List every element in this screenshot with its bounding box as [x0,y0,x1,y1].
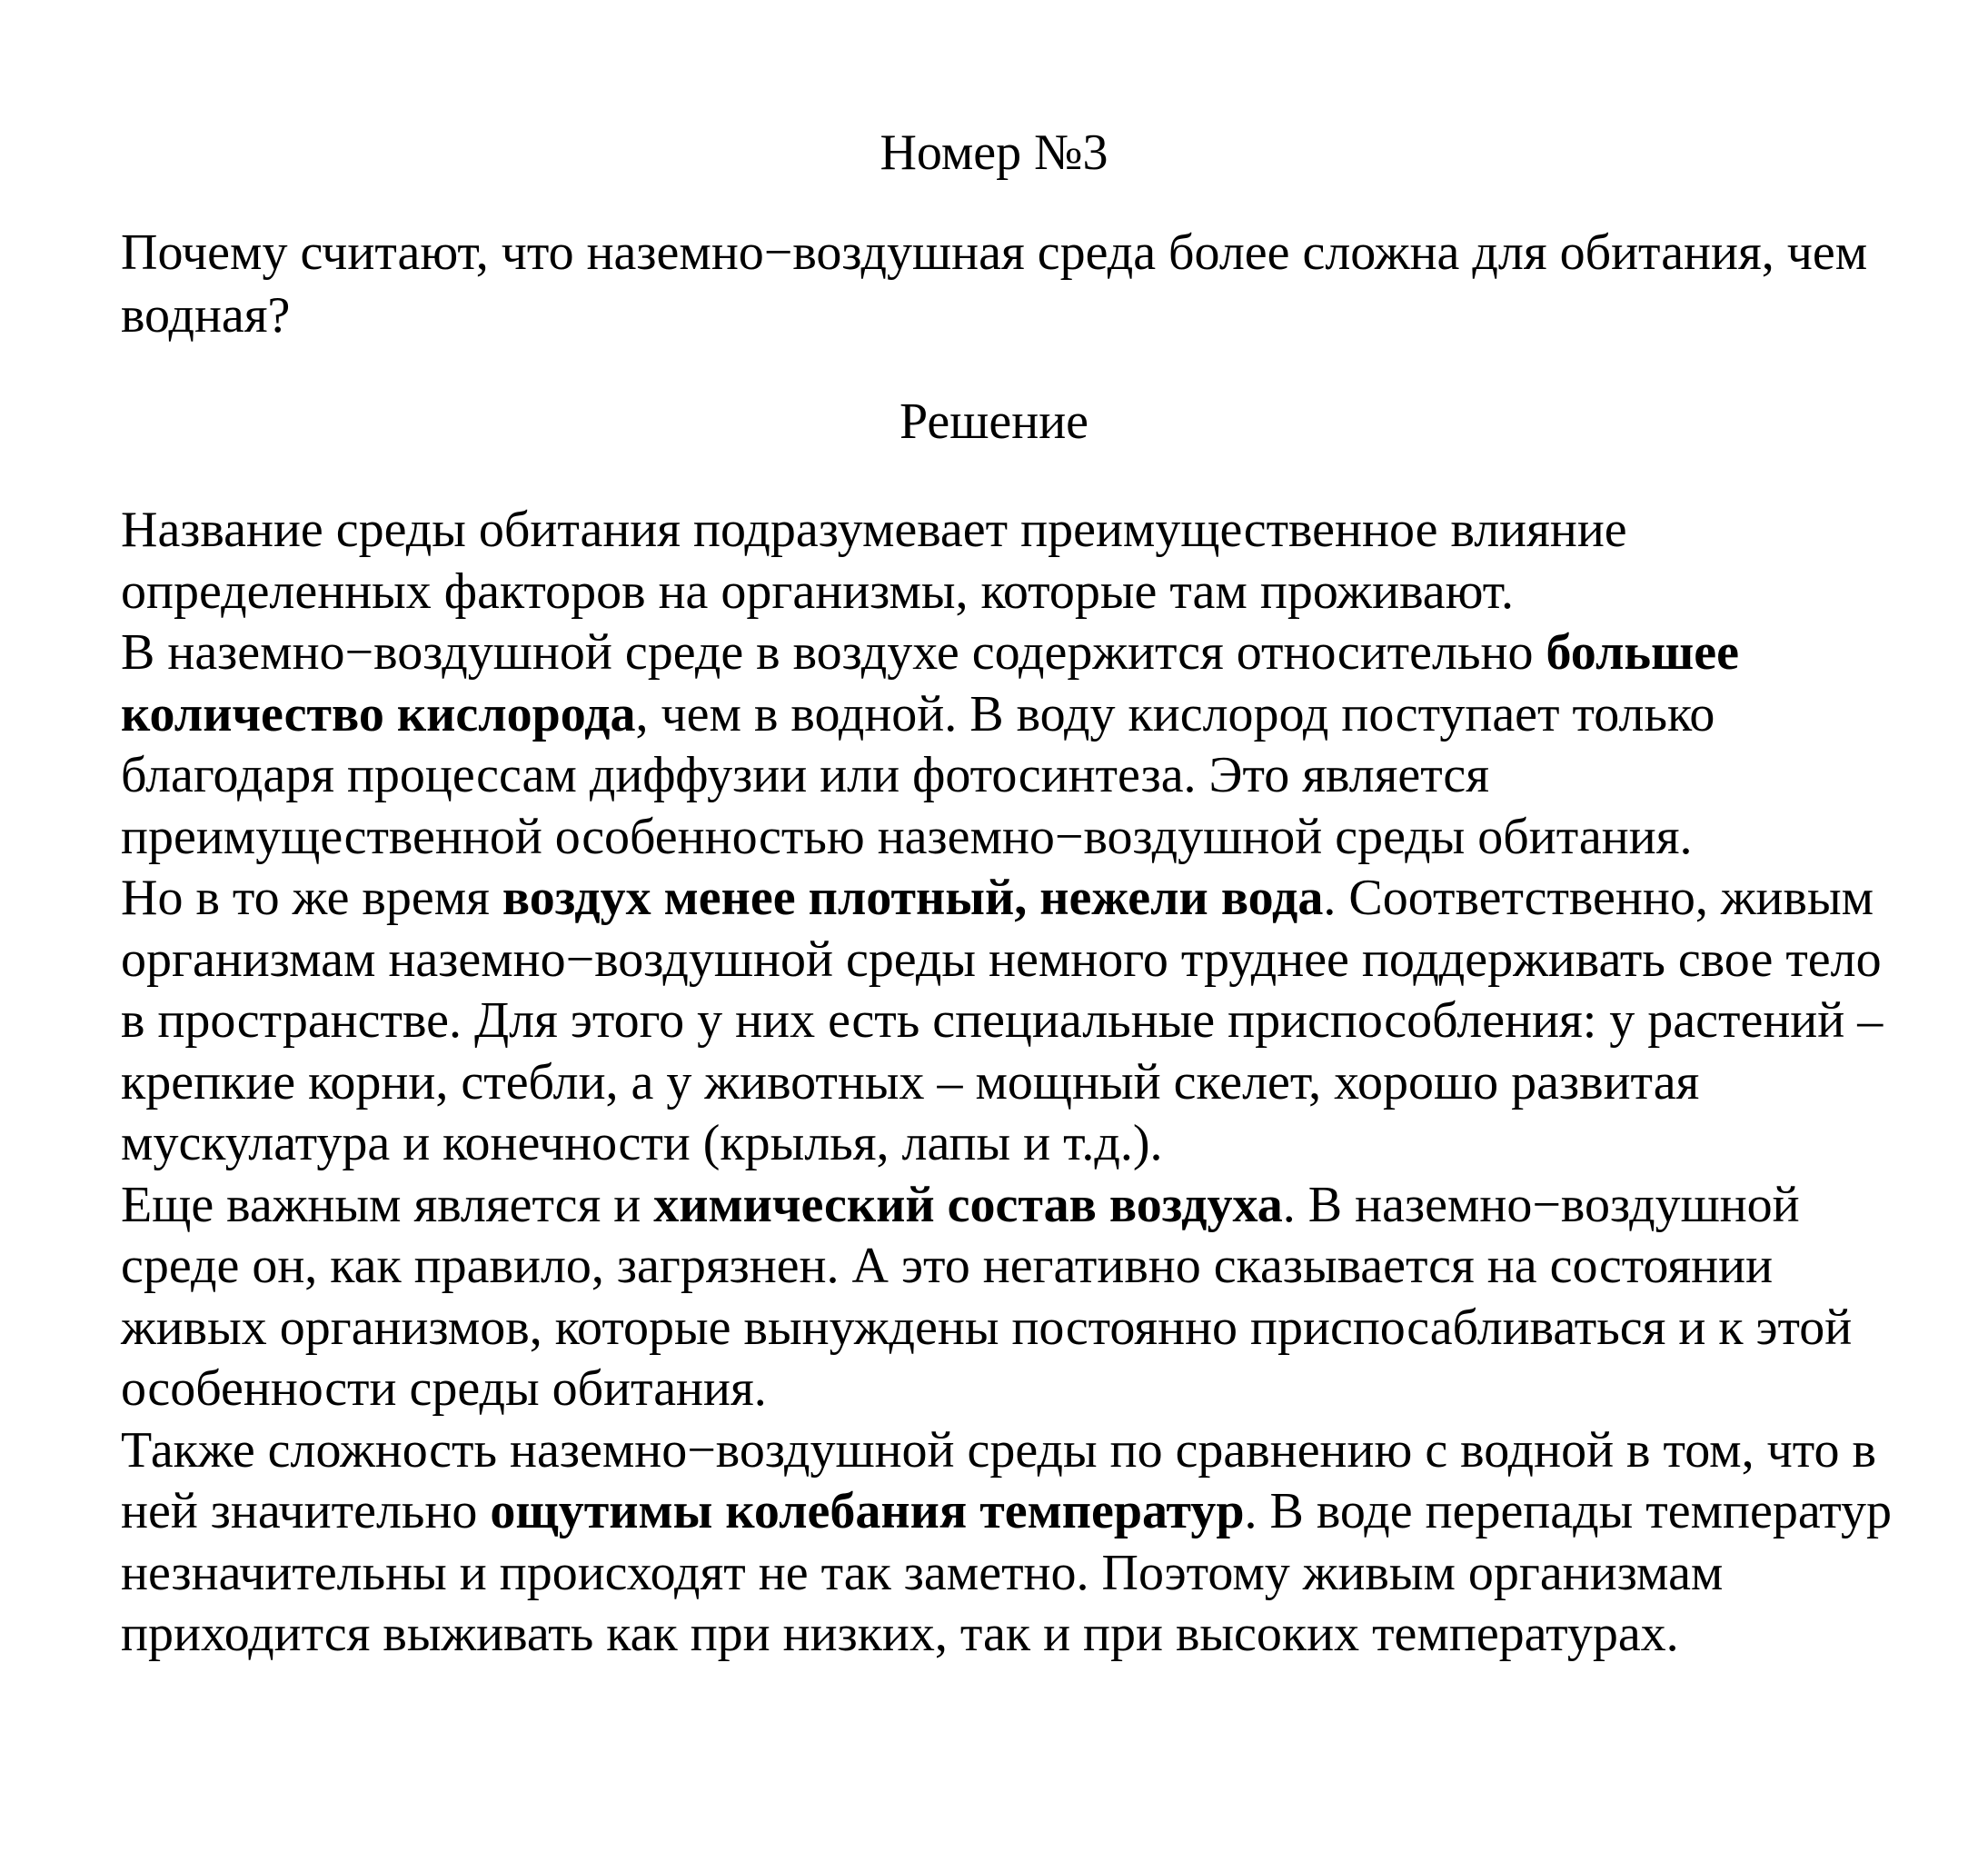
emphasis-text: воздух менее плотный, нежели вода [502,870,1324,926]
paragraph-text: Но в то же время [121,870,502,926]
paragraph-text: . В воде перепады температур незначительны и происходят не так заметно. Поэтому живым организмам приходится выживать как при низких, так и при высоких температурах. [121,1483,1892,1662]
solution-paragraph [121,1420,1902,1666]
emphasis-text: ощутимы колебания температур [490,1483,1245,1539]
solution-body [121,500,1902,1666]
question-text: Почему считают, что наземно−воздушная среда более сложна для обитания, чем водная? [121,224,1868,344]
solution-paragraph [121,622,1902,868]
page-title: Номер №3 [880,124,1108,181]
paragraph-text: . Соответственно, живым организмам наземно−воздушной среды немного труднее поддерживать свое тело в пространстве. Для этого у них есть специальные приспособления: у растений – крепкие корни, стебли, а у животных – мощный скелет, хорошо развитая мускулатура и конечности (крылья, лапы и т.д.). [121,870,1884,1171]
solution-heading: Решение [899,393,1089,450]
solution-paragraph [121,868,1902,1175]
paragraph-text: Также сложность наземно−воздушной среды по сравнению с водной в том, что в ней значительно [121,1421,1876,1539]
paragraph-text: , чем в водной. В воду кислород поступает только благодаря процессам диффузии или фотосинтеза. Это является преимущественной особенностью наземно−воздушной среды обитания. [121,685,1715,865]
paragraph-text: Еще важным является и [121,1176,654,1233]
solution-paragraph [121,500,1902,622]
emphasis-text: химический состав воздуха [653,1176,1283,1233]
emphasis-text: большее количество кислорода [121,624,1740,742]
paragraph-text: . В наземно−воздушной среде он, как правило, загрязнен. А это негативно сказывается на состоянии живых организмов, которые вынуждены постоянно приспосабливаться и к этой особенности среды обитания. [121,1176,1853,1417]
paragraph-text: В наземно−воздушной среде в воздухе содержится относительно [121,624,1546,681]
solution-paragraph [121,1175,1902,1420]
paragraph-text: Название среды обитания подразумевает преимущественное влияние определенных факторов на организмы, которые там проживают. [121,502,1627,620]
